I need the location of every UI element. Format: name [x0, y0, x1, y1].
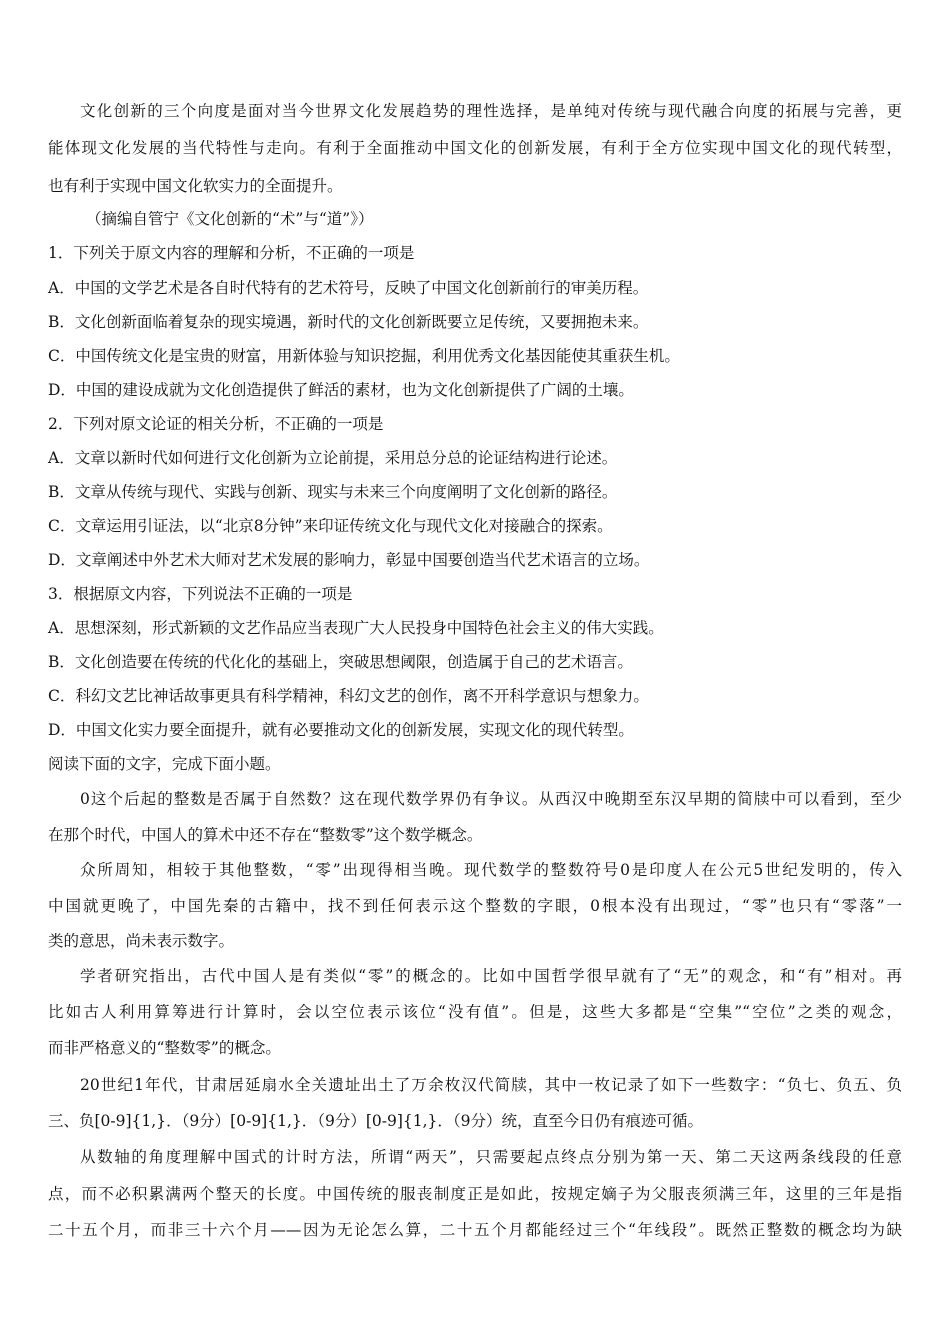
- question-stem: 2．下列对原文论证的相关分析，不正确的一项是: [48, 415, 384, 433]
- option-d: D．文章阐述中外艺术大师对艺术发展的影响力，彰显中国要创造当代艺术语言的立场。: [48, 551, 650, 569]
- paragraph-line: 0这个后起的整数是否属于自然数？这在现代数学界仍有争议。从西汉中晚期至东汉早期的简牍中可以看到，至少: [80, 790, 902, 808]
- paragraph-line: 点，而不必积累满两个整天的长度。中国传统的服丧制度正是如此，按规定嫡子为父服丧须满三年，这里的三年是指: [48, 1185, 902, 1203]
- option-a: A．文章以新时代如何进行文化创新为立论前提，采用总分总的论证结构进行论述。: [48, 449, 618, 467]
- option-a: A．中国的文学艺术是各自时代特有的艺术符号，反映了中国文化创新前行的审美历程。: [48, 279, 649, 297]
- option-d: D．中国的建设成就为文化创造提供了鲜活的素材，也为文化创新提供了广阔的土壤。: [48, 381, 634, 399]
- paragraph-line: 类的意思，尚未表示数字。: [48, 932, 235, 950]
- paragraph-line: 比如古人利用算筹进行计算时，会以空位表示该位“没有值”。但是，这些大多都是“空集”“空位”之类的观念，: [48, 1003, 902, 1021]
- option-c: C．文章运用引证法，以“北京8分钟”来印证传统文化与现代文化对接融合的探索。: [48, 517, 613, 535]
- source-citation: （摘编自管宁《文化创新的“术”与“道”》）: [86, 210, 374, 228]
- paragraph-line: 而非严格意义的“整数零”的概念。: [48, 1039, 281, 1057]
- option-c: C．中国传统文化是宝贵的财富，用新体验与知识挖掘，利用优秀文化基因能使其重获生机。: [48, 347, 680, 365]
- option-b: B．文化创造要在传统的代化化的基础上，突破思想阈限，创造属于自己的艺术语言。: [48, 653, 633, 671]
- paragraph-line: 20世纪1年代，甘肃居延扇水全关遗址出土了万余枚汉代简牍，其中一枚记录了如下一些数字：“负七、负五、负: [80, 1076, 902, 1094]
- paragraph-line: 众所周知，相较于其他整数，“零”出现得相当晚。现代数学的整数符号0是印度人在公元5世纪发明的，传入: [80, 861, 902, 879]
- paragraph-line: 学者研究指出，古代中国人是有类似“零”的概念的。比如中国哲学很早就有了“无”的观念，和“有”相对。再: [80, 967, 902, 985]
- option-a: A．思想深刻，形式新颖的文艺作品应当表现广大人民投身中国特色社会主义的伟大实践。: [48, 619, 664, 637]
- paragraph-line: 二十五个月，而非三十六个月——因为无论怎么算，二十五个月都能经过三个“年线段”。既然正整数的概念均为缺: [48, 1221, 902, 1239]
- question-stem: 1．下列关于原文内容的理解和分析，不正确的一项是: [48, 244, 415, 262]
- paragraph-line: 三、负[0-9]{1,}．（9分）[0-9]{1,}．（9分）[0-9]{1,}．（9分）统，直至今日仍有痕迹可循。: [48, 1112, 704, 1130]
- question-stem: 3．根据原文内容，下列说法不正确的一项是: [48, 585, 353, 603]
- paragraph-line: 文化创新的三个向度是面对当今世界文化发展趋势的理性选择，是单纯对传统与现代融合向度的拓展与完善，更: [80, 102, 902, 120]
- reading-instruction: 阅读下面的文字，完成下面小题。: [48, 755, 281, 773]
- paragraph-line: 从数轴的角度理解中国式的计时方法，所谓“两天”，只需要起点终点分别为第一天、第二天这两条线段的任意: [80, 1148, 902, 1166]
- paragraph-line: 能体现文化发展的当代特性与走向。有利于全面推动中国文化的创新发展，有利于全方位实现中国文化的现代转型，: [48, 139, 902, 157]
- paragraph-line: 中国就更晚了，中国先秦的古籍中，找不到任何表示这个整数的字眼，0根本没有出现过，“零”也只有“零落”一: [48, 897, 902, 915]
- paragraph-line: 在那个时代，中国人的算术中还不存在“整数零”这个数学概念。: [48, 826, 483, 844]
- option-b: B．文章从传统与现代、实践与创新、现实与未来三个向度阐明了文化创新的路径。: [48, 483, 618, 501]
- option-b: B．文化创新面临着复杂的现实境遇，新时代的文化创新既要立足传统，又要拥抱未来。: [48, 313, 649, 331]
- option-d: D．中国文化实力要全面提升，就有必要推动文化的创新发展，实现文化的现代转型。: [48, 721, 634, 739]
- paragraph-line: 也有利于实现中国文化软实力的全面提升。: [48, 177, 343, 195]
- option-c: C．科幻文艺比神话故事更具有科学精神，科幻文艺的创作，离不开科学意识与想象力。: [48, 687, 649, 705]
